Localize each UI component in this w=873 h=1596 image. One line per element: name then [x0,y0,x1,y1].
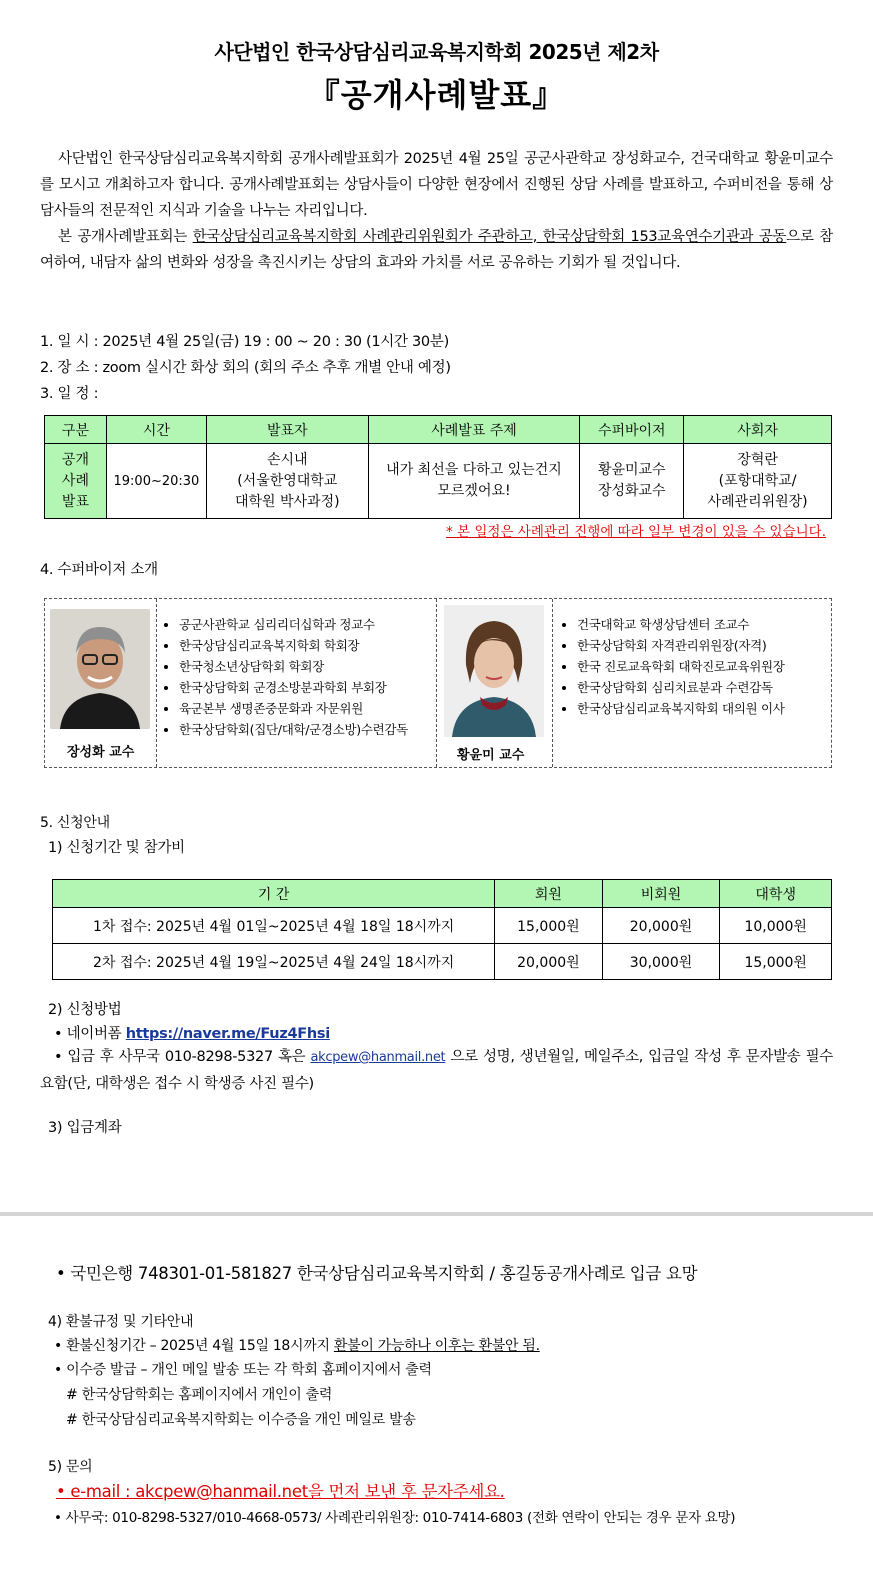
schedule-change-note: * 본 일정은 사례관리 진행에 따라 일부 변경이 있을 수 있습니다. [446,524,826,540]
document-title-main: 『공개사례발표』 [307,76,566,114]
certificate-line: • 이수증 발급 – 개인 메일 발송 또는 각 학회 홈페이지에서 출력 [54,1362,432,1378]
schedule-time-cell: 19:00~20:30 [106,444,206,519]
application-heading: 5. 신청안내 [40,815,110,831]
payment-email-link[interactable]: akcpew@hanmail.net [310,1050,446,1065]
refund-heading: 4) 환불규정 및 기타안내 [48,1314,194,1330]
schedule-table [44,415,832,519]
fee-student-cell: 10,000원 [720,908,832,944]
fee-nonmember-cell: 20,000원 [602,908,720,944]
supervisor-name-hwang: 황윤미 교수 [457,748,525,763]
bio-item: • 한국상담심리교육복지학회 대의원 이사 [577,698,823,719]
schedule-header-row [45,416,832,444]
bio-item: • 한국상담학회(집단/대학/군경소방)수련감독 [179,719,436,740]
supervisor-right-photo-cell [436,599,552,767]
fee-table [52,879,832,980]
application-sub2: 2) 신청방법 [48,1002,122,1018]
schedule-presenter-cell: 손시내 (서울한영대학교 대학원 박사과정) [206,444,368,519]
supervisor-box [44,598,832,768]
schedule-row [45,444,832,519]
schedule-type-cell: 공개 사례 발표 [45,444,107,519]
fee-row [53,944,832,980]
fee-header-cell: 대학생 [720,880,832,908]
schedule-header-cell: 사회자 [684,416,832,444]
bio-item: • 한국청소년상담학회 학회장 [179,656,436,677]
intro-paragraph-2: 본 공개사례발표회는 한국상담심리교육복지학회 사례관리위원회가 주관하고, 한국상담학회 153교육연수기관과 공동으로 참여하여, 내담자 삶의 변화와 성장을 촉진시키는 상담의 효과와 가치를 서로 공유하는 기회가 될 것입니다. [40,229,833,271]
bio-item: • 한국 진로교육학회 대학진로교육위원장 [577,656,823,677]
event-place: 2. 장 소 : zoom 실시간 화상 회의 (회의 주소 추후 개별 안내 예정) [40,360,451,376]
schedule-header-cell: 시간 [106,416,206,444]
schedule-header-cell: 발표자 [206,416,368,444]
fee-header-cell: 비회원 [602,880,720,908]
fee-header-cell: 회원 [495,880,602,908]
event-date: 1. 일 시 : 2025년 4월 25일(금) 19 : 00 ~ 20 : 30 (1시간 30분) [40,334,449,350]
schedule-label: 3. 일 정 : [40,386,99,402]
supervisor-left-photo-cell [45,599,156,767]
fee-member-cell: 15,000원 [495,908,602,944]
document-title-line1: 사단법인 한국상담심리교육복지학회 2025년 제2차 [214,40,659,64]
schedule-supervisor-cell: 황윤미교수 장성화교수 [580,444,684,519]
payment-instructions: • 입금 후 사무국 010-8298-5327 혹은 akcpew@hanmail.net 으로 성명, 생년월일, 메일주소, 입금일 작성 후 문자발송 필수요함(단, 대학생은 접수 시 학생증 사진 필수) [40,1049,834,1092]
certificate-note-2: # 한국상담심리교육복지학회는 이수증을 개인 메일로 발송 [66,1412,416,1428]
fee-header-row [53,880,832,908]
fee-nonmember-cell: 30,000원 [602,944,720,980]
bio-item: • 한국상담심리교육복지학회 학회장 [179,635,436,656]
fee-student-cell: 15,000원 [720,944,832,980]
intro-paragraph-1: 사단법인 한국상담심리교육복지학회 공개사례발표회가 2025년 4월 25일 공군사관학교 장성화교수, 건국대학교 황윤미교수를 모시고 개최하고자 합니다. 공개사례발표회는 상담사들이 다양한 현장에서 진행된 상담 사례를 발표하고, 수퍼비전을 통해 상담사들의 전문적인 지식과 기술을 나누는 자리입니다. [40,151,833,219]
refund-period-line: • 환불신청기간 – 2025년 4월 15일 18시까지 환불이 가능하나 이후는 환불안 됨. [54,1338,540,1354]
fee-member-cell: 20,000원 [495,944,602,980]
fee-period-cell: 2차 접수: 2025년 4월 19일~2025년 4월 24일 18시까지 [53,944,495,980]
schedule-moderator-cell: 장혁란 (포항대학교/ 사례관리위원장) [684,444,832,519]
supervisor-left-bio [156,599,436,767]
supervisor-section-heading: 4. 수퍼바이저 소개 [40,562,158,578]
page-separator [0,1212,873,1216]
schedule-header-cell: 사례발표 주제 [368,416,580,444]
bank-account-line: • 국민은행 748301-01-581827 한국상담심리교육복지학회 / 홍길동공개사례로 입금 요망 [56,1264,698,1283]
schedule-topic-cell: 내가 최선을 다하고 있는건지 모르겠어요! [368,444,580,519]
supervisor-photo-jang [50,609,150,729]
application-sub1: 1) 신청기간 및 참가비 [48,840,185,856]
bio-item: • 한국상담학회 군경소방분과학회 부회장 [179,677,436,698]
application-sub3: 3) 입금계좌 [48,1120,122,1136]
bio-item: • 육군본부 생명존중문화과 자문위원 [179,698,436,719]
supervisor-photo-hwang [444,605,544,737]
bio-item: • 한국상담학회 자격관리위원장(자격) [577,635,823,656]
bio-item: • 건국대학교 학생상담센터 조교수 [577,614,823,635]
fee-row [53,908,832,944]
schedule-header-cell: 구분 [45,416,107,444]
contact-phone-line: • 사무국: 010-8298-5327/010-4668-0573/ 사례관리위원장: 010-7414-6803 (전화 연락이 안되는 경우 문자 요망) [54,1510,736,1526]
fee-header-cell: 기 간 [53,880,495,908]
naver-form-line: • 네이버폼 https://naver.me/Fuz4Fhsi [54,1026,330,1042]
naver-form-link[interactable]: https://naver.me/Fuz4Fhsi [125,1026,330,1042]
bio-item: • 공군사관학교 심리리더십학과 정교수 [179,614,436,635]
contact-email-line[interactable]: • e-mail : akcpew@hanmail.net을 먼저 보낸 후 문자주세요. [56,1482,505,1501]
supervisor-right-bio [552,599,831,767]
supervisor-name-jang: 장성화 교수 [67,745,135,760]
schedule-header-cell: 수퍼바이저 [580,416,684,444]
certificate-note-1: # 한국상담학회는 홈페이지에서 개인이 출력 [66,1387,333,1403]
fee-period-cell: 1차 접수: 2025년 4월 01일~2025년 4월 18일 18시까지 [53,908,495,944]
bio-item: • 한국상담학회 심리치료분과 수련감독 [577,677,823,698]
contact-heading: 5) 문의 [48,1459,93,1475]
